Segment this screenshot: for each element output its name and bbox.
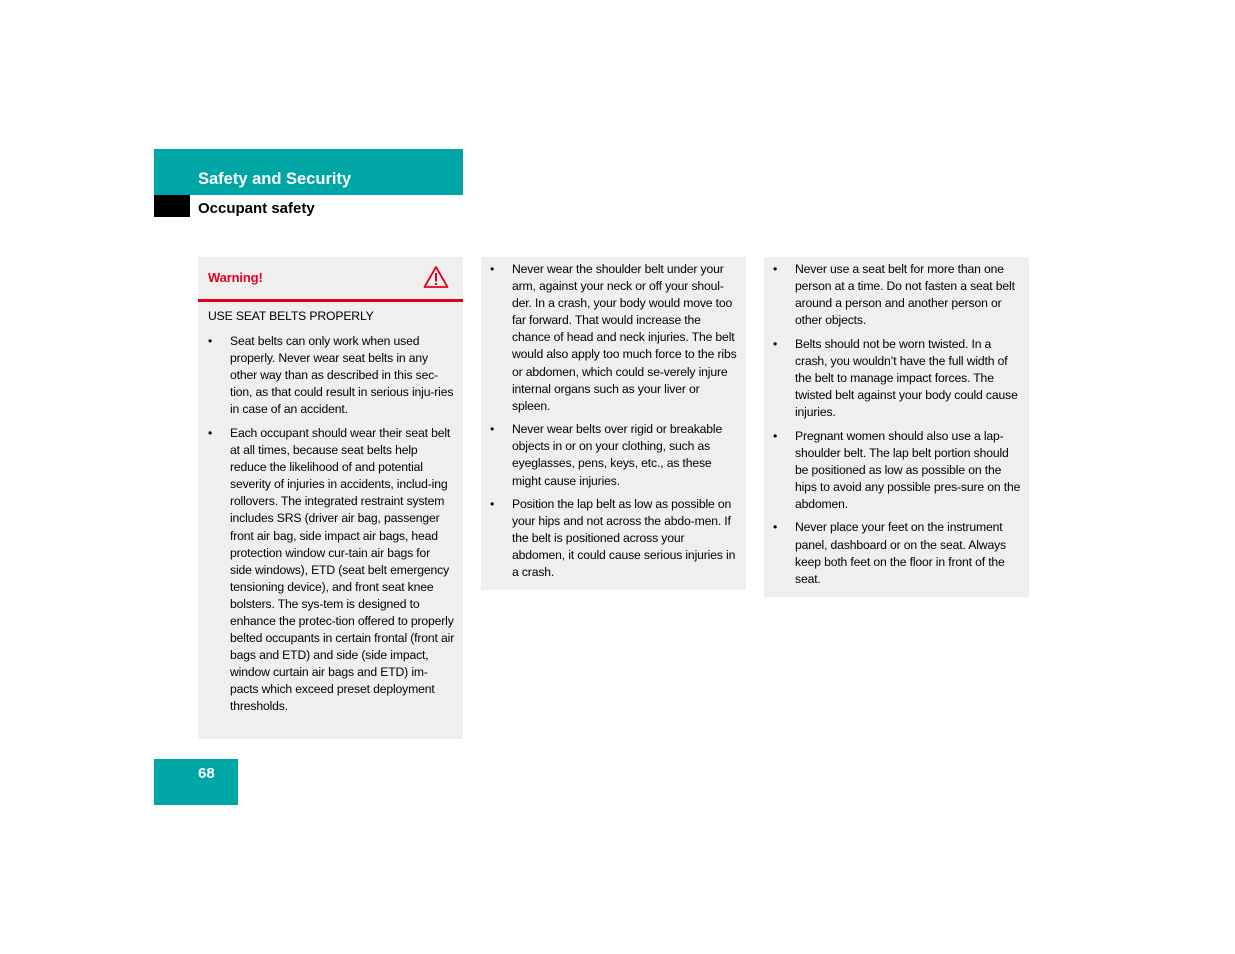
bullet-marker: • — [490, 497, 495, 511]
subsection-title: Occupant safety — [198, 200, 315, 217]
list-item — [773, 336, 1021, 421]
bullet-list — [490, 261, 738, 581]
list-item — [490, 421, 738, 489]
section-marker-tab — [154, 195, 190, 217]
list-item — [773, 261, 1021, 329]
bullet-list — [773, 261, 1021, 588]
list-item-text: Position the lap belt as low as possible on your hips and not across the abdo-men. If the belt is positioned across your abdomen, it could cause serious injuries in a crash. — [512, 497, 736, 580]
warning-bullet-list — [208, 333, 455, 715]
section-title: Safety and Security — [198, 170, 352, 188]
instruction-box-middle — [481, 257, 746, 590]
list-item — [773, 519, 1021, 587]
instruction-box-right — [764, 257, 1029, 597]
warning-heading: USE SEAT BELTS PROPERLY — [208, 309, 374, 323]
list-item-text: Seat belts can only work when used properly. Never wear seat belts in any other way than as described in this sec-tion, as that could result in serious inju-ries in case of an accident. — [230, 334, 454, 417]
bullet-marker: • — [773, 336, 778, 351]
page-number-box — [154, 759, 238, 805]
bullet-marker: • — [773, 262, 778, 276]
list-item-text: Never wear belts over rigid or breakable objects in or on your clothing, such as eyeglasses, pens, keys, etc., as these might cause injuries. — [512, 422, 723, 488]
list-item-text: Never wear the shoulder belt under your arm, against your neck or off your shoul-der. In a crash, your body would move too far forward. That would increase the chance of head and neck injuries. The belt would also apply too much force to the ribs or abdomen, which could se-verely injure internal organs such as your liver or spleen. — [512, 262, 737, 413]
list-item-text: Pregnant women should also use a lap-shoulder belt. The lap belt portion should be positioned as low as possible on the hips to avoid any possible pres-sure on the abdomen. — [795, 428, 1021, 511]
warning-triangle-icon — [423, 265, 449, 289]
page-number: 68 — [198, 765, 215, 782]
bullet-marker: • — [490, 422, 495, 437]
list-item — [773, 428, 1021, 513]
bullet-marker: • — [208, 334, 213, 349]
list-item — [490, 496, 738, 581]
list-item-text: Each occupant should wear their seat belt at all times, because seat belts help reduce the likelihood of and potential severity of injuries in accidents, includ-ing rollovers. The integrated restraint system includes SRS (driver air bag, passenger front air bag, side impact air bags, head protection window cur-tain air bags for side windows), ETD (seat belt emergency tensioning device), and front seat knee bolsters. The sys-tem is designed to enhance the protec-tion offered to properly belted occupants in certain frontal (front air bags and ETD) and side (side impact, window curtain air bags and ETD) im-pacts which exceed preset deployment thresholds. — [230, 425, 455, 714]
list-item — [490, 261, 738, 415]
list-item-text: Never place your feet on the instrument panel, dashboard or on the seat. Always keep both feet on the floor in front of the seat. — [795, 520, 1006, 586]
warning-body — [198, 302, 463, 716]
bullet-marker: • — [773, 428, 778, 443]
list-item — [208, 333, 455, 418]
warning-header — [198, 257, 463, 302]
list-item — [208, 425, 455, 716]
list-item-text: Never use a seat belt for more than one person at a time. Do not fasten a seat belt around a person and another person or other objects. — [795, 262, 1015, 328]
warning-box — [198, 257, 463, 739]
bullet-marker: • — [773, 520, 778, 535]
list-item-text: Belts should not be worn twisted. In a crash, you wouldn’t have the full width of the belt to manage impact forces. The twisted belt against your body could cause injuries. — [795, 336, 1018, 420]
bullet-marker: • — [490, 262, 495, 276]
bullet-marker: • — [208, 425, 213, 440]
warning-label: Warning! — [208, 270, 263, 285]
